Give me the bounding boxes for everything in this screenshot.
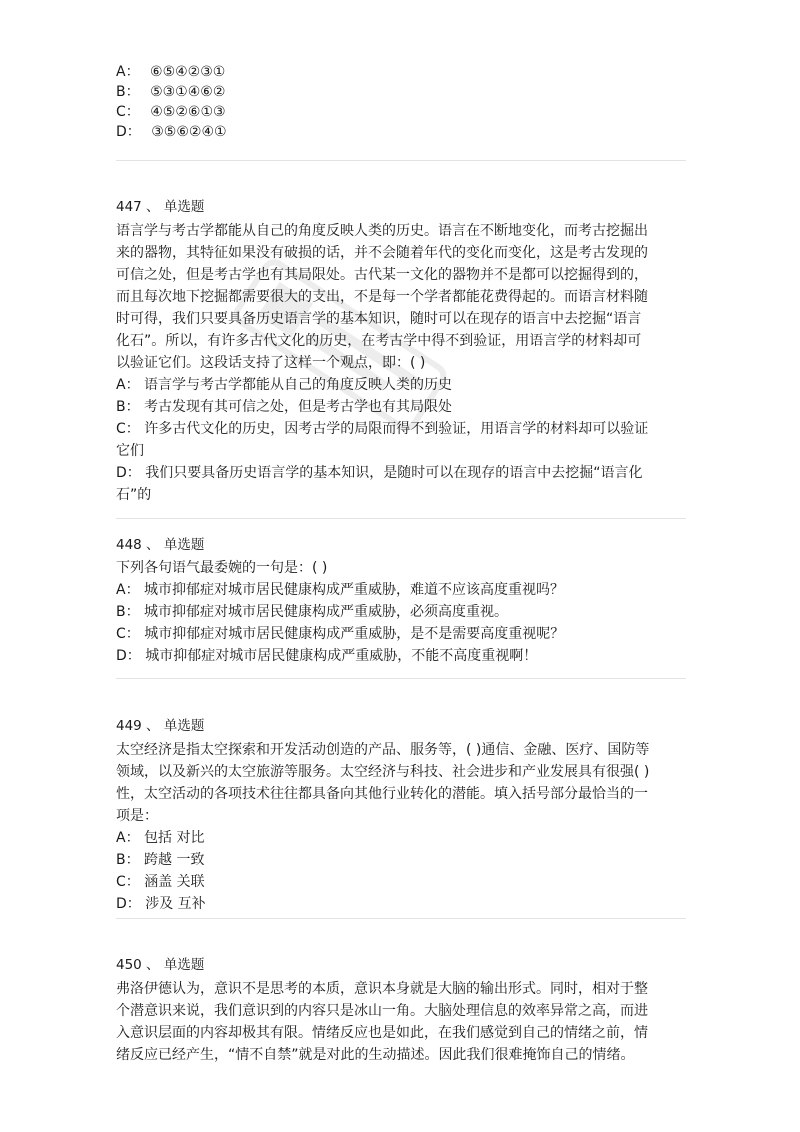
- option-text: ③⑤⑥②④①: [151, 124, 227, 140]
- question-stem-line: 性，太空活动的各项技术往往都具备向其他行业转化的潜能。填入括号部分最恰当的一: [116, 786, 648, 802]
- option-line: D： 涉及 互补: [116, 896, 206, 912]
- option-line: 它们: [116, 443, 144, 459]
- option-line: B： 跨越 一致: [116, 852, 205, 868]
- divider: [116, 918, 686, 919]
- option-line: A： 语言学与考古学都能从自己的角度反映人类的历史: [116, 377, 453, 393]
- option-line: [116, 122, 686, 142]
- question-header: 448 、 单选题: [116, 537, 205, 553]
- option-text: ⑤③①④⑥②: [150, 84, 226, 100]
- question-stem-line: 语言学与考古学都能从自己的角度反映人类的历史。语言在不断地变化，而考古挖掘出: [116, 223, 648, 239]
- question-stem-line: 时可得，我们只要具备历史语言学的基本知识，随时可以在现存的语言中去挖掘“语言: [116, 311, 642, 327]
- question-header: 449 、 单选题: [116, 718, 205, 734]
- divider: [116, 678, 686, 679]
- option-line: A： 城市抑郁症对城市居民健康构成严重威胁，难道不应该高度重视吗？: [116, 582, 565, 598]
- question-stem-line: 可信之处，但是考古学也有其局限处。古代某一文化的器物并不是都可以挖掘得到的，: [116, 267, 648, 283]
- question-stem-line: 项是：: [116, 808, 158, 824]
- question-header: 450 、 单选题: [116, 957, 205, 973]
- option-label: B：: [116, 84, 140, 100]
- option-line: A： 包括 对比: [116, 830, 205, 846]
- option-line: B： 城市抑郁症对城市居民健康构成严重威胁，必须高度重视。: [116, 604, 509, 620]
- option-line: 石”的: [116, 487, 152, 503]
- option-label: A：: [116, 64, 140, 80]
- option-text: ④⑤②⑥①③: [150, 104, 226, 120]
- question-stem-line: 领域，以及新兴的太空旅游等服务。太空经济与科技、社会进步和产业发展具有很强( ): [116, 764, 650, 780]
- question-stem-line: 下列各句语气最委婉的一句是：( ): [116, 560, 328, 576]
- option-line: [116, 102, 686, 122]
- option-line: B： 考古发现有其可信之处，但是考古学也有其局限处: [116, 399, 453, 415]
- option-line: C： 许多古代文化的历史，因考古学的局限而得不到验证，用语言学的材料却可以验证: [116, 421, 649, 437]
- question-stem-line: 来的器物，其特征如果没有破损的话，并不会随着年代的变化而变化，这是考古发现的: [116, 245, 648, 261]
- divider: [116, 518, 686, 519]
- question-stem-line: 个潜意识来说，我们意识到的内容只是冰山一角。大脑处理信息的效率异常之高，而进: [116, 1003, 648, 1019]
- option-text: ⑥⑤④②③①: [150, 64, 226, 80]
- question-stem-line: 入意识层面的内容却极其有限。情绪反应也是如此，在我们感觉到自己的情绪之前，情: [116, 1025, 648, 1041]
- option-line: [116, 62, 686, 82]
- question-stem-line: 而且每次地下挖掘都需要很大的支出，不是每一个学者都能花费得起的。而语言材料随: [116, 289, 648, 305]
- option-line: C： 城市抑郁症对城市居民健康构成严重威胁，是不是需要高度重视呢？: [116, 626, 565, 642]
- question-stem-line: 化石”。所以，有许多古代文化的历史，在考古学中得不到验证，用语言学的材料却可: [116, 333, 642, 349]
- option-line: C： 涵盖 关联: [116, 874, 205, 890]
- question-stem-line: 绪反应已经产生，“情不自禁”就是对此的生动描述。因此我们很难掩饰自己的情绪。: [116, 1047, 635, 1063]
- question-stem-line: 以验证它们。这段话支持了这样一个观点，即：( ): [116, 355, 426, 371]
- divider: [116, 160, 686, 161]
- option-label: C：: [116, 104, 140, 120]
- question-stem-line: 弗洛伊德认为，意识不是思考的本质，意识本身就是大脑的输出形式。同时，相对于整: [116, 981, 648, 997]
- option-line: D： 城市抑郁症对城市居民健康构成严重威胁，不能不高度重视啊！: [116, 648, 538, 664]
- option-line: [116, 82, 686, 102]
- option-line: D： 我们只要具备历史语言学的基本知识，是随时可以在现存的语言中去挖掘“语言化: [116, 465, 643, 481]
- question-header: 447 、 单选题: [116, 199, 205, 215]
- question-stem-line: 太空经济是指太空探索和开发活动创造的产品、服务等，( )通信、金融、医疗、国防等: [116, 742, 650, 758]
- option-label: D：: [116, 124, 141, 140]
